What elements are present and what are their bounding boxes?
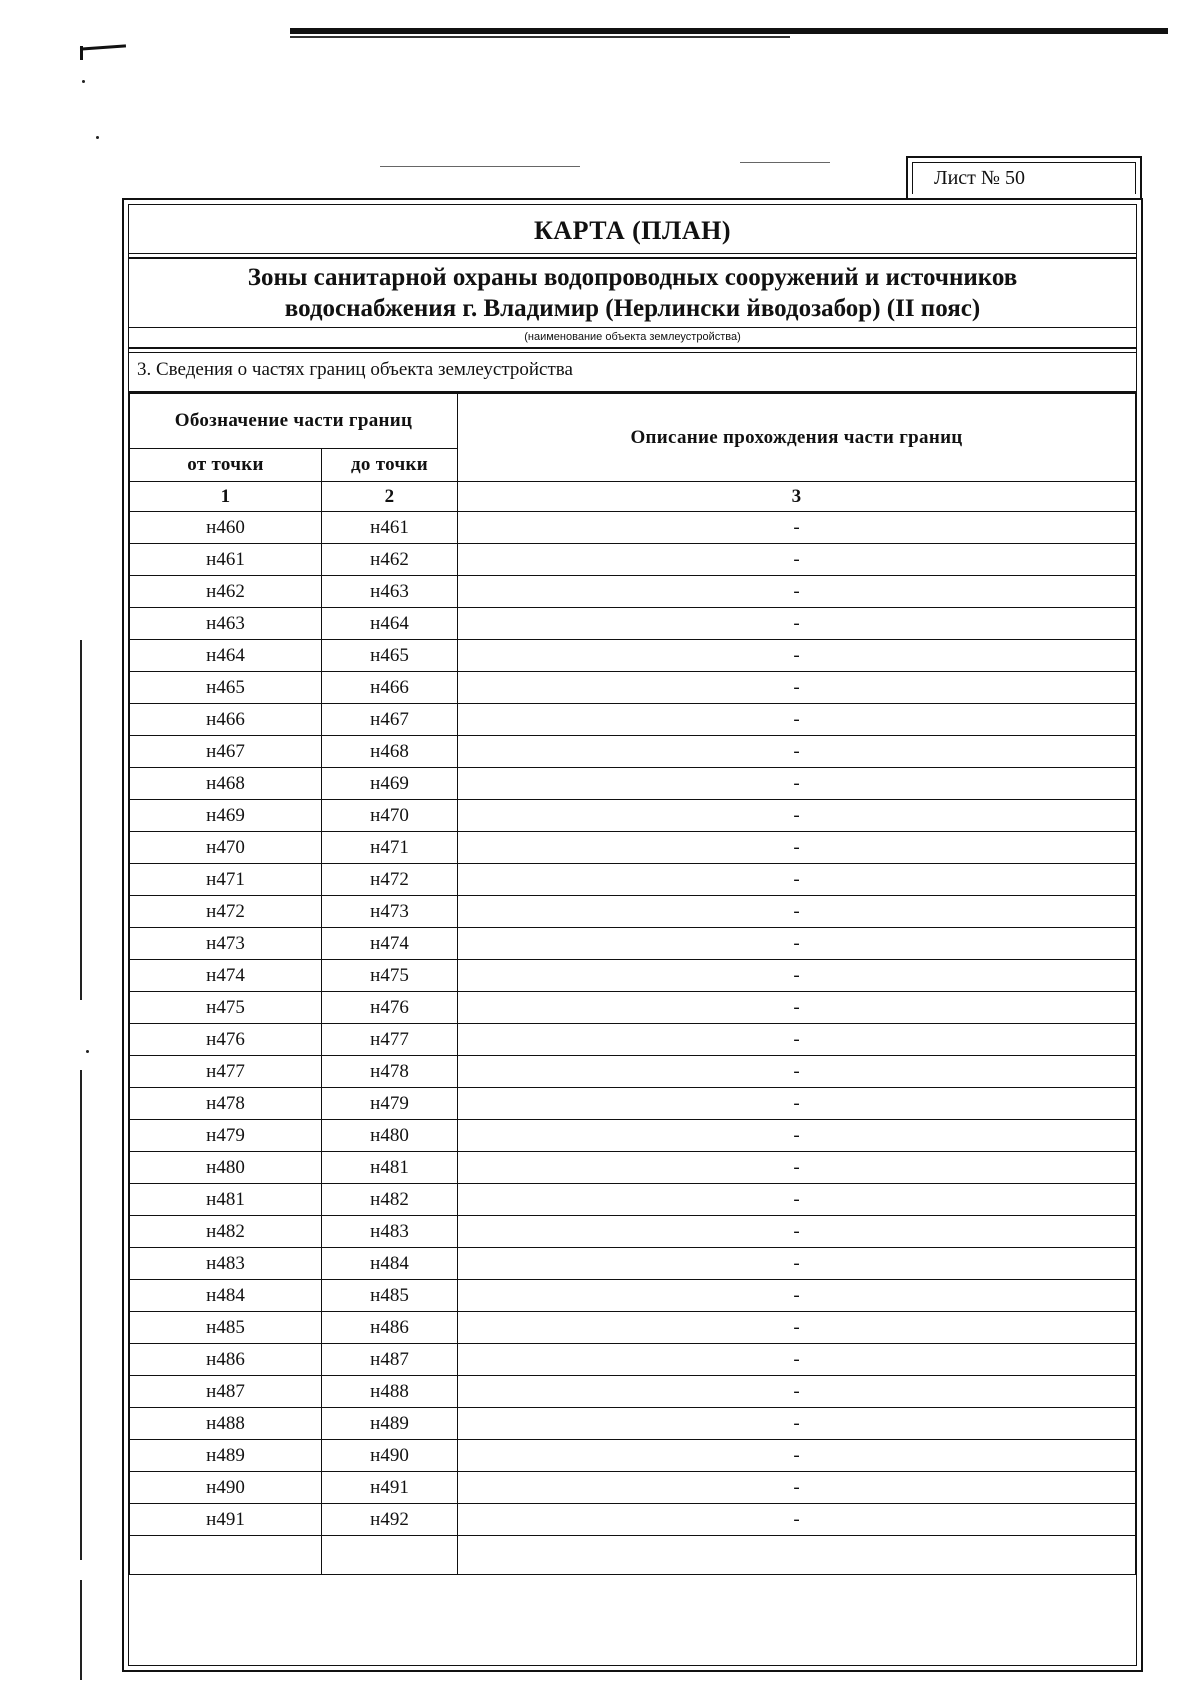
- description-cell: -: [458, 1504, 1136, 1536]
- table-row: [130, 1248, 1136, 1280]
- empty-table-row: [130, 1536, 1136, 1575]
- description-cell: -: [458, 1024, 1136, 1056]
- from-point-cell: н482: [130, 1216, 322, 1248]
- to-point-cell: н491: [322, 1472, 458, 1504]
- from-point-cell: н461: [130, 544, 322, 576]
- sheet-number-box: [906, 156, 1142, 200]
- to-point-cell: н472: [322, 864, 458, 896]
- description-cell: -: [458, 672, 1136, 704]
- table-row: [130, 1376, 1136, 1408]
- table-row: [130, 1088, 1136, 1120]
- from-point-cell: н480: [130, 1152, 322, 1184]
- empty-cell: [458, 1536, 1136, 1575]
- table-row: [130, 608, 1136, 640]
- from-point-cell: н467: [130, 736, 322, 768]
- from-point-cell: н460: [130, 512, 322, 544]
- table-row: [130, 1056, 1136, 1088]
- from-point-cell: н486: [130, 1344, 322, 1376]
- to-point-cell: н482: [322, 1184, 458, 1216]
- to-point-cell: н485: [322, 1280, 458, 1312]
- table-row: [130, 1472, 1136, 1504]
- to-point-cell: н477: [322, 1024, 458, 1056]
- description-cell: -: [458, 1280, 1136, 1312]
- table-body: [130, 512, 1136, 1575]
- from-point-cell: н490: [130, 1472, 322, 1504]
- table-row: [130, 800, 1136, 832]
- document-frame: [122, 198, 1143, 1672]
- description-cell: -: [458, 1216, 1136, 1248]
- to-point-cell: н468: [322, 736, 458, 768]
- to-point-cell: н464: [322, 608, 458, 640]
- table-row: [130, 576, 1136, 608]
- table-row: [130, 1408, 1136, 1440]
- from-point-cell: н478: [130, 1088, 322, 1120]
- description-cell: -: [458, 768, 1136, 800]
- to-point-cell: н484: [322, 1248, 458, 1280]
- to-point-cell: н467: [322, 704, 458, 736]
- description-cell: -: [458, 608, 1136, 640]
- description-cell: -: [458, 992, 1136, 1024]
- table-row: [130, 1216, 1136, 1248]
- to-point-cell: н489: [322, 1408, 458, 1440]
- section-title: [129, 347, 1136, 393]
- to-point-cell: н465: [322, 640, 458, 672]
- description-cell: -: [458, 704, 1136, 736]
- description-cell: -: [458, 1152, 1136, 1184]
- scan-left-edge: [80, 640, 82, 1000]
- description-cell: -: [458, 1312, 1136, 1344]
- to-point-cell: н476: [322, 992, 458, 1024]
- from-point-cell: н479: [130, 1120, 322, 1152]
- empty-cell: [322, 1536, 458, 1575]
- header-to-point: до точки: [322, 449, 458, 482]
- from-point-cell: н487: [130, 1376, 322, 1408]
- from-point-cell: н481: [130, 1184, 322, 1216]
- from-point-cell: н463: [130, 608, 322, 640]
- object-name-caption: (наименование объекта землеустройства): [129, 327, 1136, 346]
- scan-top-bar-shadow: [290, 36, 790, 38]
- scan-corner-mark: [80, 44, 126, 50]
- from-point-cell: н476: [130, 1024, 322, 1056]
- from-point-cell: н472: [130, 896, 322, 928]
- table-row: [130, 1184, 1136, 1216]
- empty-cell: [130, 1536, 322, 1575]
- column-number: 3: [458, 482, 1136, 512]
- from-point-cell: н464: [130, 640, 322, 672]
- to-point-cell: н492: [322, 1504, 458, 1536]
- from-point-cell: н484: [130, 1280, 322, 1312]
- to-point-cell: н466: [322, 672, 458, 704]
- to-point-cell: н490: [322, 1440, 458, 1472]
- description-cell: -: [458, 512, 1136, 544]
- to-point-cell: н471: [322, 832, 458, 864]
- to-point-cell: н474: [322, 928, 458, 960]
- table-row: [130, 1280, 1136, 1312]
- from-point-cell: н491: [130, 1504, 322, 1536]
- description-cell: -: [458, 640, 1136, 672]
- description-cell: -: [458, 896, 1136, 928]
- document-title: КАРТА (ПЛАН): [129, 205, 1136, 259]
- from-point-cell: н469: [130, 800, 322, 832]
- description-cell: -: [458, 1376, 1136, 1408]
- table-row: [130, 544, 1136, 576]
- description-cell: -: [458, 1088, 1136, 1120]
- table-row: [130, 1344, 1136, 1376]
- description-cell: -: [458, 960, 1136, 992]
- header-from-point: от точки: [130, 449, 322, 482]
- from-point-cell: н471: [130, 864, 322, 896]
- scan-dot: [82, 80, 85, 83]
- table-row: [130, 1312, 1136, 1344]
- column-number: 1: [130, 482, 322, 512]
- table-row: [130, 896, 1136, 928]
- to-point-cell: н488: [322, 1376, 458, 1408]
- description-cell: -: [458, 544, 1136, 576]
- from-point-cell: н485: [130, 1312, 322, 1344]
- object-name-line: Зоны санитарной охраны водопроводных сооружений и источников: [247, 264, 1018, 291]
- description-cell: -: [458, 1248, 1136, 1280]
- description-cell: -: [458, 1344, 1136, 1376]
- boundary-parts-table: [129, 393, 1136, 1575]
- table-row: [130, 1152, 1136, 1184]
- scan-corner-mark-vertical: [80, 46, 83, 60]
- scan-top-bar: [290, 28, 1168, 34]
- description-cell: -: [458, 1120, 1136, 1152]
- from-point-cell: н465: [130, 672, 322, 704]
- table-row: [130, 928, 1136, 960]
- to-point-cell: н480: [322, 1120, 458, 1152]
- to-point-cell: н478: [322, 1056, 458, 1088]
- table-row: [130, 832, 1136, 864]
- description-cell: -: [458, 928, 1136, 960]
- document-frame-inner: [128, 204, 1137, 1666]
- to-point-cell: н473: [322, 896, 458, 928]
- scan-noise-line: [380, 166, 580, 167]
- description-cell: -: [458, 1408, 1136, 1440]
- table-row: [130, 960, 1136, 992]
- header-designation: Обозначение части границ: [130, 394, 458, 449]
- from-point-cell: н488: [130, 1408, 322, 1440]
- column-number: 2: [322, 482, 458, 512]
- to-point-cell: н481: [322, 1152, 458, 1184]
- table-row: [130, 1440, 1136, 1472]
- scan-left-edge-lower: [80, 1070, 82, 1560]
- to-point-cell: н461: [322, 512, 458, 544]
- table-row: [130, 704, 1136, 736]
- scan-dot: [86, 1050, 89, 1053]
- object-name: [129, 262, 1136, 326]
- from-point-cell: н489: [130, 1440, 322, 1472]
- description-cell: -: [458, 800, 1136, 832]
- table-row: [130, 640, 1136, 672]
- description-cell: -: [458, 1056, 1136, 1088]
- from-point-cell: н468: [130, 768, 322, 800]
- from-point-cell: н462: [130, 576, 322, 608]
- header-description: Описание прохождения части границ: [458, 394, 1136, 482]
- scan-dot: [96, 136, 99, 139]
- from-point-cell: н473: [130, 928, 322, 960]
- to-point-cell: н486: [322, 1312, 458, 1344]
- from-point-cell: н466: [130, 704, 322, 736]
- from-point-cell: н474: [130, 960, 322, 992]
- table-row: [130, 512, 1136, 544]
- to-point-cell: н469: [322, 768, 458, 800]
- object-name-line: водоснабжения г. Владимир (Нерлински йводозабор) (II пояс): [284, 295, 981, 322]
- description-cell: -: [458, 736, 1136, 768]
- table-row: [130, 768, 1136, 800]
- description-cell: -: [458, 1440, 1136, 1472]
- scan-left-edge-bottom: [80, 1580, 82, 1680]
- from-point-cell: н475: [130, 992, 322, 1024]
- to-point-cell: н463: [322, 576, 458, 608]
- description-cell: -: [458, 1472, 1136, 1504]
- description-cell: -: [458, 864, 1136, 896]
- table-row: [130, 1024, 1136, 1056]
- sheet-number: Лист № 50: [934, 166, 1025, 189]
- table-row: [130, 1120, 1136, 1152]
- description-cell: -: [458, 832, 1136, 864]
- to-point-cell: н479: [322, 1088, 458, 1120]
- table-row: [130, 864, 1136, 896]
- section-title-text: 3. Сведения о частях границ объекта землеустройства: [137, 359, 573, 380]
- to-point-cell: н462: [322, 544, 458, 576]
- table-row: [130, 1504, 1136, 1536]
- description-cell: -: [458, 576, 1136, 608]
- from-point-cell: н477: [130, 1056, 322, 1088]
- from-point-cell: н470: [130, 832, 322, 864]
- description-cell: -: [458, 1184, 1136, 1216]
- from-point-cell: н483: [130, 1248, 322, 1280]
- to-point-cell: н470: [322, 800, 458, 832]
- to-point-cell: н483: [322, 1216, 458, 1248]
- scan-noise-line: [740, 162, 830, 163]
- table-row: [130, 992, 1136, 1024]
- to-point-cell: н475: [322, 960, 458, 992]
- to-point-cell: н487: [322, 1344, 458, 1376]
- table-row: [130, 672, 1136, 704]
- table-row: [130, 736, 1136, 768]
